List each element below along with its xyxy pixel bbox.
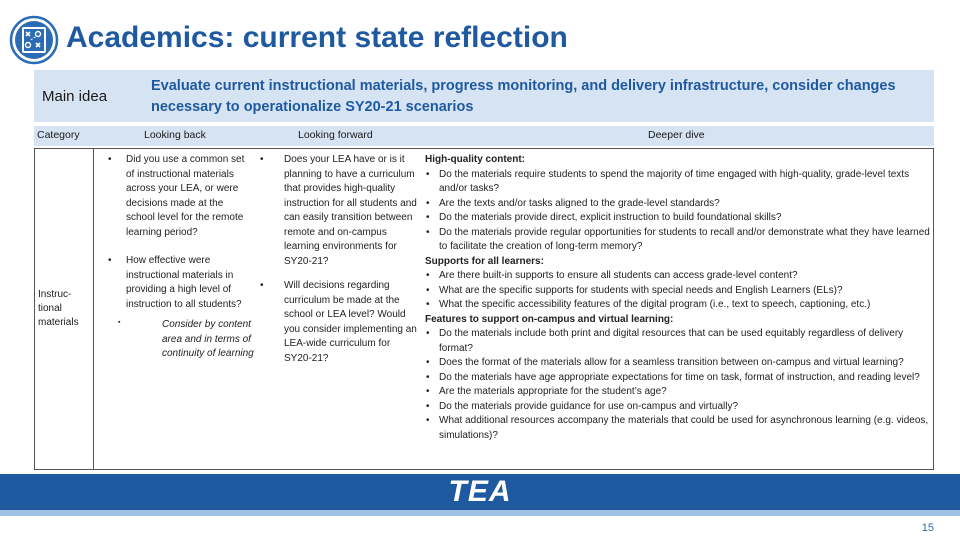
main-idea-label: Main idea <box>34 70 146 122</box>
deeper-dive-item: • Do the materials have age appropriate expectations for time on task, format of instruction, and reading level? <box>425 371 930 386</box>
deeper-dive-heading: Supports for all learners: <box>425 255 544 267</box>
deeper-dive-item: • Do the materials require students to spend the majority of time engaged with high-quality, grade-level texts and/or tasks? <box>425 168 930 197</box>
deeper-dive-item: • Are there built-in supports to ensure all students can access grade-level content? <box>425 269 930 284</box>
looking-forward-item: • Does your LEA have or is it planning to have a curriculum that provides high-quality instruction for all students and can easily transition between remote and on-campus learning environments for SY20-21? <box>260 153 420 269</box>
header-looking-back: Looking back <box>144 129 206 141</box>
checklist-strategy-icon <box>9 15 59 65</box>
header-deeper-dive: Deeper dive <box>648 129 705 141</box>
deeper-dive-item: • Are the materials appropriate for the student’s age? <box>425 385 930 400</box>
deeper-dive-item: • Do the materials provide direct, explicit instruction to build foundational skills? <box>425 211 930 226</box>
deeper-dive-item: • What the specific accessibility features of the digital program (i.e., text to speech, captioning, etc.) <box>425 298 930 313</box>
main-idea-text: Evaluate current instructional materials, progress monitoring, and delivery infrastructure, consider changes necessary to operationalize SY20-21 scenarios <box>146 70 934 122</box>
looking-back-sub-item: ▪ Consider by content area and in terms of continuity of learning <box>104 318 254 362</box>
deeper-dive-item: • Do the materials provide regular opportunities for students to recall and/or demonstrate what they have learned to facilitate the creation of long-term memory? <box>425 226 930 255</box>
deeper-dive-item: • Do the materials include both print and digital resources that can be used equitably regardless of delivery format? <box>425 327 930 356</box>
deeper-dive-item: • Are the texts and/or tasks aligned to the grade-level standards? <box>425 197 930 212</box>
looking-forward-column <box>260 153 420 376</box>
looking-forward-item: • Will decisions regarding curriculum be made at the school or LEA level? Would you consider implementing an LEA-wide curriculum for SY20-21? <box>260 279 420 366</box>
page-title: Academics: current state reflection <box>66 21 568 54</box>
category-label: Instruc-tional materials <box>38 289 79 328</box>
page-number: 15 <box>921 522 934 534</box>
tea-logo: TEA <box>448 475 512 508</box>
content-cell <box>94 148 934 470</box>
footer-bar <box>0 474 960 510</box>
header-category: Category <box>37 129 80 141</box>
looking-back-column <box>104 153 254 362</box>
looking-back-item: • Did you use a common set of instructional materials across your LEA, or were decisions made at the school level for the remote learning period? <box>104 153 254 240</box>
deeper-dive-column <box>425 153 930 443</box>
table-header <box>34 126 934 146</box>
looking-back-item: • How effective were instructional materials in providing a high level of instruction to all students? <box>104 254 254 312</box>
deeper-dive-item: • Does the format of the materials allow for a seamless transition between on-campus and virtual learning? <box>425 356 930 371</box>
deeper-dive-item: • What additional resources accompany the materials that could be used for asynchronous learning (e.g. videos, simulations)? <box>425 414 930 443</box>
header-looking-forward: Looking forward <box>298 129 373 141</box>
category-cell <box>34 148 94 470</box>
deeper-dive-item: • Do the materials provide guidance for use on-campus and virtually? <box>425 400 930 415</box>
deeper-dive-heading: High-quality content: <box>425 154 525 165</box>
deeper-dive-heading: Features to support on-campus and virtual learning: <box>425 313 674 325</box>
deeper-dive-item: • What are the specific supports for students with special needs and English Learners (ELs)? <box>425 284 930 299</box>
